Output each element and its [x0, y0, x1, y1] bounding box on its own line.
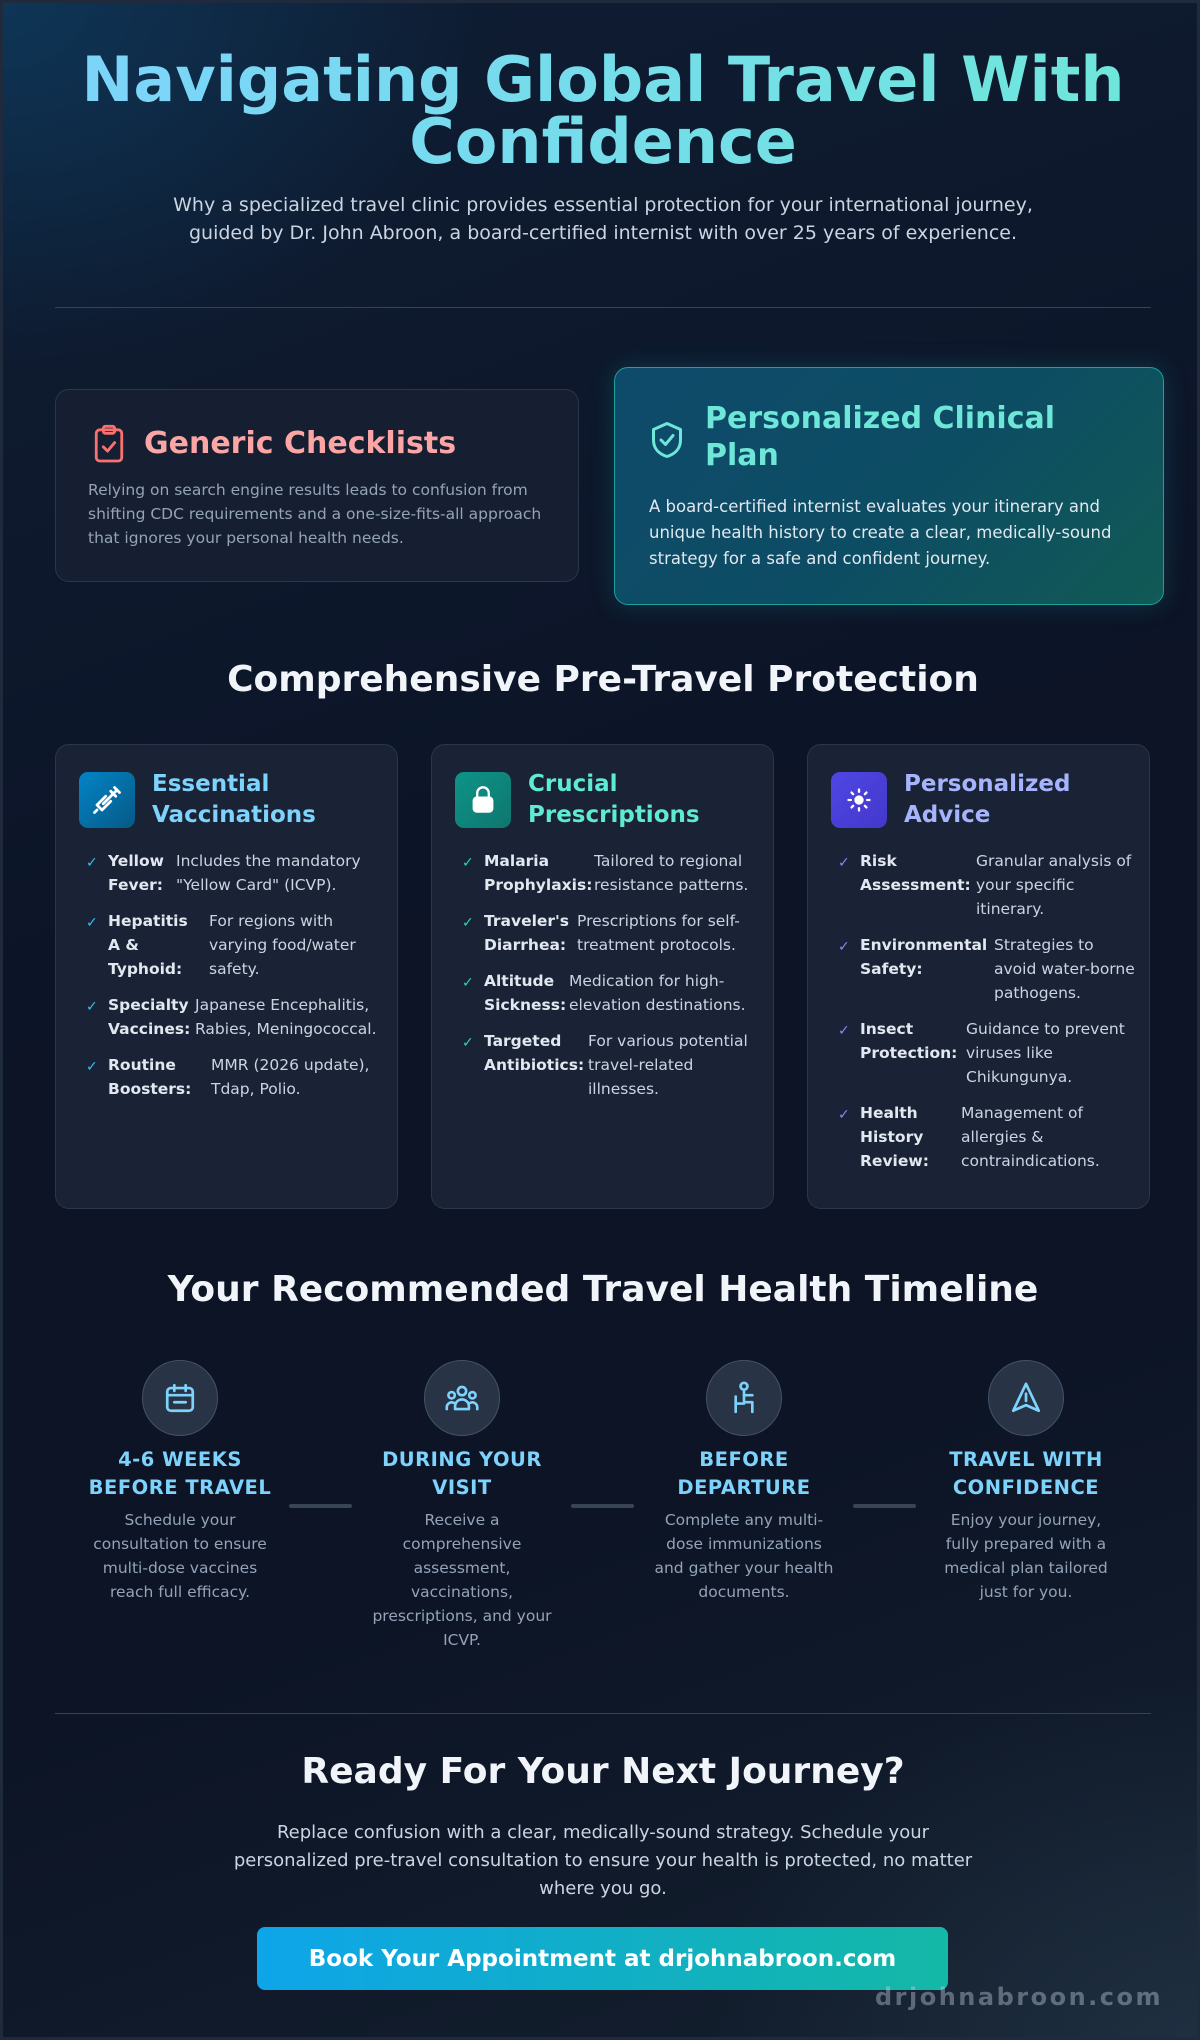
- generic-checklists-card: [55, 389, 579, 582]
- list-item: ✓ Routine Boosters: MMR (2026 update), Tdap, Polio.: [86, 1056, 370, 1098]
- timeline-connector: [571, 1504, 634, 1508]
- list-item: ✓ Risk Assessment: Granular analysis of your specific itinerary.: [838, 852, 1132, 918]
- generic-checklists-text: Relying on search engine results leads to confusion from shifting CDC requirements and a one-size-fits-all approach that ignores your personal health needs.: [88, 481, 542, 547]
- watermark-text: drjohnabroon.com: [874, 1983, 1163, 2011]
- cta-divider: [55, 1713, 1151, 1714]
- personalized-plan-text: A board-certified internist evaluates your itinerary and unique health history to create a clear, medically-sound strategy for a safe and confident journey.: [649, 497, 1112, 568]
- timeline-heading: Your Recommended Travel Health Timeline: [167, 1269, 1039, 1310]
- timeline-step-title: DURING YOUR VISIT: [382, 1448, 542, 1499]
- timeline-connector: [853, 1504, 916, 1508]
- sun-icon: [831, 772, 887, 828]
- service-card-title: Personalized Advice: [904, 771, 1071, 828]
- timeline-step-title: TRAVEL WITH CONFIDENCE: [949, 1448, 1103, 1499]
- timeline-step-1: [70, 1360, 290, 1604]
- timeline-step-title: BEFORE DEPARTURE: [677, 1448, 811, 1499]
- list-item: ✓ Environmental Safety: Strategies to avoid water-borne pathogens.: [838, 936, 1135, 1002]
- service-card-vaccinations: [55, 744, 398, 1209]
- timeline-step-text: Schedule your consultation to ensure multi-dose vaccines reach full efficacy.: [93, 1511, 267, 1601]
- list-item: ✓ Altitude Sickness: Medication for high-elevation destinations.: [462, 972, 746, 1014]
- timeline-step-text: Complete any multi-dose immunizations and gather your health documents.: [654, 1511, 834, 1601]
- list-item: ✓ Malaria Prophylaxis: Tailored to regional resistance patterns.: [462, 852, 749, 894]
- timeline-step-2: [352, 1360, 572, 1652]
- seated-person-icon: [706, 1360, 782, 1436]
- shield-check-icon: [649, 420, 685, 460]
- calendar-icon: [142, 1360, 218, 1436]
- list-item: ✓ Insect Protection: Guidance to prevent viruses like Chikungunya.: [838, 1020, 1125, 1086]
- timeline-step-3: [634, 1360, 854, 1604]
- cta-text: Replace confusion with a clear, medically-sound strategy. Schedule your personalized pre-travel consultation to ensure your health is protected, no matter where you go.: [233, 1822, 973, 1899]
- list-item: ✓ Targeted Antibiotics: For various potential travel-related illnesses.: [462, 1032, 748, 1098]
- timeline-step-text: Receive a comprehensive assessment, vaccinations, prescriptions, and your ICVP.: [372, 1511, 552, 1649]
- generic-checklists-title: Generic Checklists: [144, 426, 457, 461]
- service-item-list: [462, 849, 762, 1113]
- book-appointment-button[interactable]: Book Your Appointment at drjohnabroon.com: [257, 1927, 948, 1990]
- service-card-title: Essential Vaccinations: [152, 771, 316, 828]
- service-card-advice: [807, 744, 1150, 1209]
- personalized-plan-title: Personalized Clinical Plan: [705, 401, 1056, 473]
- list-item: ✓ Yellow Fever: Includes the mandatory "Yellow Card" (ICVP).: [86, 852, 361, 894]
- people-group-icon: [424, 1360, 500, 1436]
- timeline-connector: [289, 1504, 352, 1508]
- services-heading: Comprehensive Pre-Travel Protection: [227, 659, 979, 700]
- header-divider: [55, 307, 1151, 308]
- personalized-plan-card: [614, 367, 1164, 605]
- navigation-arrow-icon: [988, 1360, 1064, 1436]
- service-item-list: [838, 849, 1138, 1185]
- list-item: ✓ Traveler's Diarrhea: Prescriptions for self-treatment protocols.: [462, 912, 740, 954]
- cta-heading: Ready For Your Next Journey?: [301, 1751, 905, 1792]
- timeline-step-title: 4-6 WEEKS BEFORE TRAVEL: [88, 1448, 272, 1499]
- list-item: ✓ Hepatitis A & Typhoid: For regions with varying food/water safety.: [86, 912, 356, 978]
- page-subtitle: Why a specialized travel clinic provides essential protection for your international journey, guided by Dr. John Abroon, a board-certified internist with over 25 years of experience.: [173, 194, 1033, 244]
- timeline-step-text: Enjoy your journey, fully prepared with a medical plan tailored just for you.: [944, 1511, 1108, 1601]
- page-title: Navigating Global Travel With Confidence: [3, 49, 1200, 173]
- service-card-title: Crucial Prescriptions: [528, 771, 700, 828]
- list-item: ✓ Specialty Vaccines: Japanese Encephalitis, Rabies, Meningococcal.: [86, 996, 377, 1038]
- timeline-step-4: [916, 1360, 1136, 1604]
- clipboard-check-icon: [92, 424, 126, 464]
- lock-icon: [455, 772, 511, 828]
- list-item: ✓ Health History Review: Management of allergies & contraindications.: [838, 1104, 1100, 1170]
- service-card-prescriptions: [431, 744, 774, 1209]
- service-item-list: [86, 849, 386, 1113]
- syringe-icon: [79, 772, 135, 828]
